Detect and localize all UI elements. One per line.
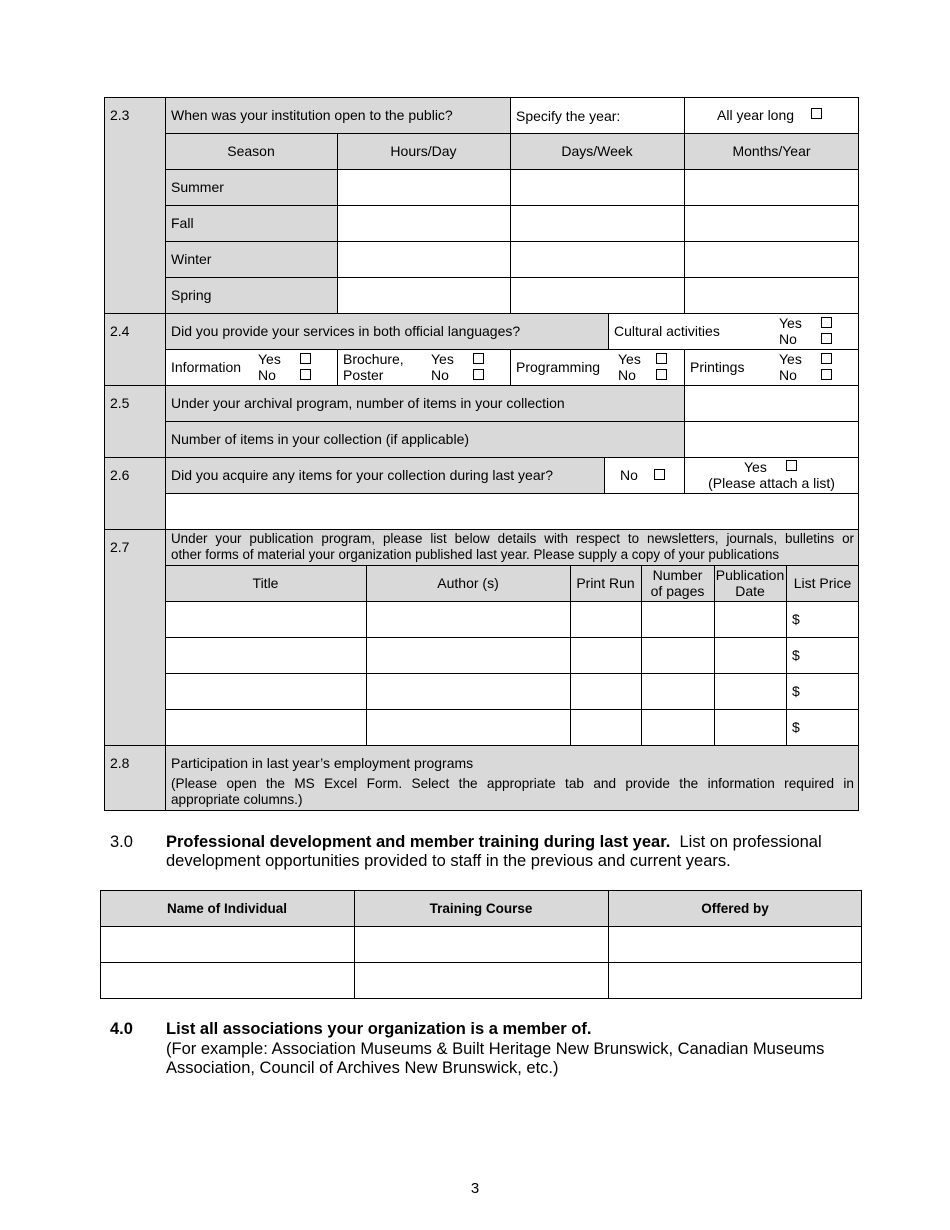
- season-summer: Summer: [171, 179, 224, 195]
- publication-date-header-line2: Date: [735, 583, 765, 599]
- all-year-long-label: All year long: [717, 107, 795, 123]
- cultural-yes-checkbox[interactable]: [821, 317, 832, 328]
- brochure-label: Brochure,: [343, 351, 404, 367]
- programming-no-label: No: [618, 367, 636, 383]
- publication-row-4[interactable]: [166, 710, 786, 745]
- cultural-no-label: No: [779, 331, 797, 347]
- pages-header-line1: Number: [652, 567, 703, 583]
- brochure-yes-checkbox[interactable]: [473, 353, 484, 364]
- acquisition-no-checkbox[interactable]: [654, 469, 665, 480]
- publication-row-3[interactable]: [166, 674, 786, 709]
- spring-days-field[interactable]: [511, 278, 684, 313]
- employment-programs-label: Participation in last year’s employment programs: [171, 755, 474, 771]
- pages-header-line2: of pages: [650, 583, 705, 599]
- training-row-2[interactable]: [101, 963, 861, 998]
- printings-yes-label: Yes: [779, 351, 802, 367]
- summer-days-field[interactable]: [511, 170, 684, 205]
- spring-hours-field[interactable]: [338, 278, 510, 313]
- name-of-individual-header: Name of Individual: [166, 901, 288, 916]
- print-run-header: Print Run: [576, 575, 635, 591]
- cultural-no-checkbox[interactable]: [821, 333, 832, 344]
- winter-hours-field[interactable]: [338, 242, 510, 277]
- summer-hours-field[interactable]: [338, 170, 510, 205]
- season-header: Season: [227, 143, 275, 159]
- publication-intro-line2: other forms of material your organization published last year. Please supply a copy of your publications: [171, 547, 780, 562]
- section-number-2-4: 2.4: [110, 323, 130, 339]
- fall-days-field[interactable]: [511, 206, 684, 241]
- programming-no-checkbox[interactable]: [656, 369, 667, 380]
- page-number: 3: [470, 1180, 480, 1197]
- publication-row-2[interactable]: [166, 638, 786, 673]
- season-spring: Spring: [171, 287, 212, 303]
- cultural-activities-label: Cultural activities: [614, 323, 720, 339]
- acquisition-question: Did you acquire any items for your collection during last year?: [171, 467, 554, 483]
- section-number-2-8: 2.8: [110, 755, 130, 771]
- employment-instructions-line1: (Please open the MS Excel Form. Select the appropriate tab and provide the information required in: [171, 776, 854, 791]
- poster-label: Poster: [343, 367, 384, 383]
- employment-instructions-line2: appropriate columns.): [171, 792, 303, 807]
- section-number-3-0: 3.0: [110, 833, 133, 851]
- price-dollar-2: $: [792, 647, 800, 663]
- programming-yes-label: Yes: [618, 351, 641, 367]
- section-number-2-6: 2.6: [110, 467, 130, 483]
- section-4-0-example-line1: (For example: Association Museums & Built Heritage New Brunswick, Canadian Museums: [166, 1040, 825, 1058]
- brochure-yes-label: Yes: [431, 351, 454, 367]
- section-number-2-3: 2.3: [110, 107, 130, 123]
- information-yes-checkbox[interactable]: [300, 353, 311, 364]
- section-4-0-example-line2: Association, Council of Archives New Brunswick, etc.): [166, 1059, 559, 1077]
- list-price-header: List Price: [793, 575, 852, 591]
- publication-intro-line1: Under your publication program, please list below details with respect to newsletters, journals, bulletins or: [171, 531, 854, 546]
- season-winter: Winter: [171, 251, 212, 267]
- publication-date-header-line1: Publication: [715, 567, 785, 583]
- printings-label: Printings: [690, 359, 745, 375]
- archival-items-question: Under your archival program, number of items in your collection: [171, 395, 565, 411]
- printings-no-checkbox[interactable]: [821, 369, 832, 380]
- collection-items-field[interactable]: [685, 422, 858, 457]
- training-course-header: Training Course: [429, 901, 533, 916]
- price-dollar-4: $: [792, 719, 800, 735]
- months-year-header: Months/Year: [732, 143, 811, 159]
- summer-months-field[interactable]: [685, 170, 858, 205]
- programming-yes-checkbox[interactable]: [656, 353, 667, 364]
- acquisition-no-label: No: [620, 467, 638, 483]
- brochure-no-label: No: [431, 367, 449, 383]
- printings-no-label: No: [779, 367, 797, 383]
- winter-days-field[interactable]: [511, 242, 684, 277]
- section-3-0-heading: [166, 833, 822, 852]
- price-dollar-1: $: [792, 611, 800, 627]
- author-header: Author (s): [437, 575, 499, 591]
- collection-items-question: Number of items in your collection (if applicable): [171, 431, 470, 447]
- brochure-no-checkbox[interactable]: [473, 369, 484, 380]
- winter-months-field[interactable]: [685, 242, 858, 277]
- section-number-2-7: 2.7: [110, 539, 130, 555]
- price-dollar-3: $: [792, 683, 800, 699]
- information-no-label: No: [258, 367, 276, 383]
- training-row-1[interactable]: [101, 927, 861, 962]
- archival-items-field[interactable]: [685, 386, 858, 421]
- fall-months-field[interactable]: [685, 206, 858, 241]
- section-number-4-0: 4.0: [110, 1020, 133, 1038]
- section-number-2-5: 2.5: [110, 395, 130, 411]
- acquisition-yes-label: Yes: [744, 459, 767, 475]
- attach-list-note: (Please attach a list): [708, 475, 835, 491]
- section-3-0-text: List on professional: [670, 833, 822, 851]
- all-year-long-checkbox[interactable]: [811, 108, 822, 119]
- fall-hours-field[interactable]: [338, 206, 510, 241]
- publication-row-1[interactable]: [166, 602, 786, 637]
- cultural-yes-label: Yes: [779, 315, 802, 331]
- information-no-checkbox[interactable]: [300, 369, 311, 380]
- acquisition-yes-checkbox[interactable]: [786, 460, 797, 471]
- information-label: Information: [171, 359, 242, 375]
- offered-by-header: Offered by: [701, 901, 769, 916]
- information-yes-label: Yes: [258, 351, 281, 367]
- title-header: Title: [252, 575, 279, 591]
- days-week-header: Days/Week: [561, 143, 633, 159]
- opening-question: When was your institution open to the public?: [171, 107, 453, 123]
- specify-year-label: Specify the year:: [516, 108, 621, 124]
- programming-label: Programming: [516, 359, 601, 375]
- season-fall: Fall: [171, 215, 194, 231]
- acquisition-details-field[interactable]: [166, 494, 858, 529]
- languages-question: Did you provide your services in both official languages?: [171, 323, 521, 339]
- section-4-0-title: List all associations your organization is a member of.: [166, 1020, 592, 1038]
- section-3-0-bold-title: Professional development and member training during last year.: [166, 833, 671, 851]
- section-3-0-text-line2: development opportunities provided to staff in the previous and current years.: [166, 852, 731, 870]
- hours-day-header: Hours/Day: [390, 143, 457, 159]
- spring-months-field[interactable]: [685, 278, 858, 313]
- printings-yes-checkbox[interactable]: [821, 353, 832, 364]
